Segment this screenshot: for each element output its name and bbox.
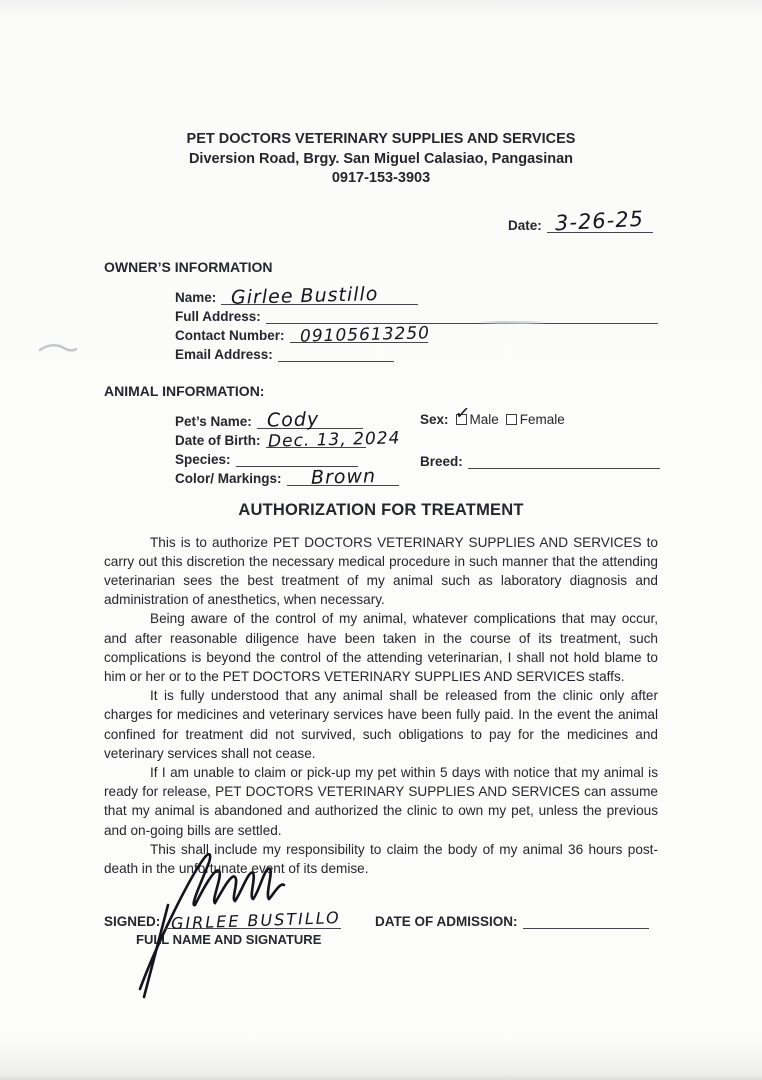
date-of-birth-value-handwritten: Dec. 13, 2024 (267, 427, 401, 452)
owner-contact-label: Contact Number: (175, 327, 285, 343)
date-underline (547, 206, 653, 235)
pet-name-field (175, 407, 658, 432)
breed-label: Breed: (420, 453, 463, 469)
signature-caption: FULL NAME AND SIGNATURE (136, 932, 322, 948)
owner-name-label: Name: (175, 289, 217, 305)
signed-underline (165, 908, 342, 934)
owner-address-label: Full Address: (175, 308, 261, 324)
breed-field (420, 450, 660, 469)
admission-date-label: DATE OF ADMISSION: (375, 914, 518, 930)
scan-artifact-smudge (38, 341, 78, 355)
owner-section-title: OWNER’S INFORMATION (104, 258, 273, 275)
authorization-paragraph: Being aware of the control of my animal, whatever complications that may occur, and after reasonable diligence have been taken in the course of its treatment, such complications is beyond the control of the attending veterinarian, I shall not hold blame to him or her or to the PET DOCTORS VETERINARY SUPPLIES AND SERVICES staffs. (104, 611, 658, 684)
male-checkmark: ✓ (453, 402, 471, 425)
sex-field (420, 402, 565, 427)
clinic-name: PET DOCTORS VETERINARY SUPPLIES AND SERVICES (186, 131, 576, 147)
owner-name-field (175, 282, 658, 309)
male-checkbox (453, 402, 471, 425)
date-value-handwritten: 3-26-25 (554, 206, 645, 235)
owner-contact-underline (290, 322, 430, 347)
date-label: Date: (508, 217, 542, 233)
color-markings-field (175, 464, 658, 489)
species-label: Species: (175, 451, 231, 467)
male-label: Male (469, 411, 499, 427)
color-markings-value-handwritten: Brown (310, 464, 376, 489)
owner-email-underline (278, 345, 394, 362)
date-field-row (0, 206, 762, 238)
color-markings-underline (287, 464, 399, 489)
owner-contact-field (175, 322, 658, 347)
owner-address-field (175, 305, 658, 324)
breed-underline (468, 452, 660, 469)
owner-fields (175, 282, 658, 362)
animal-section-title: ANIMAL INFORMATION: (104, 382, 265, 399)
signature-area (104, 909, 658, 947)
female-checkbox (506, 414, 517, 425)
authorization-paragraph: If I am unable to claim or pick-up my pet within 5 days with notice that my animal is ready for release, PET DOCTORS VETERINARY SUPPLIES AND SERVICES can assume that my animal is abandoned and authorized the clinic to own my pet, unless the previous and on-going bills are settled. (104, 764, 658, 838)
owner-contact-value-handwritten: 09105613250 (299, 322, 430, 347)
authorization-paragraph: This is to authorize PET DOCTORS VETERINARY SUPPLIES AND SERVICES to carry out this discretion the necessary medical procedure in such manner that the attending veterinarian sees the best treatment of my animal such as laboratory diagnosis and administration of anesthetics, when necessary. (104, 534, 658, 608)
pet-name-label: Pet’s Name: (175, 413, 252, 429)
owner-email-field (175, 343, 658, 362)
form-header (0, 0, 762, 189)
admission-date-field (375, 909, 649, 929)
date-of-birth-underline (266, 427, 401, 452)
signed-label: SIGNED: (104, 914, 161, 930)
animal-fields (175, 402, 658, 489)
authorization-title: AUTHORIZATION FOR TREATMENT (238, 500, 524, 519)
admission-date-underline (523, 912, 649, 929)
authorization-paragraph: This shall include my responsibility to claim the body of my animal 36 hours post-death in the unfortunate event of its demise. (104, 841, 658, 876)
authorization-paragraph: It is fully understood that any animal shall be released from the clinic only after charges for medicines and veterinary services have been fully paid. In the event the animal confined for treatment did not survived, such obligations to pay for the medicines and veterinary services shall not cease. (104, 688, 658, 761)
clinic-address: Diversion Road, Brgy. San Miguel Calasiao, Pangasinan (188, 150, 574, 167)
color-markings-label: Color/ Markings: (175, 470, 282, 486)
sex-label: Sex: (420, 411, 449, 427)
owner-name-value-handwritten: Girlee Bustillo (231, 282, 379, 309)
signed-name-handwritten: GIRLEE BUSTILLO (170, 908, 342, 934)
date-of-birth-label: Date of Birth: (175, 432, 261, 448)
pet-name-value-handwritten: Cody (266, 407, 320, 432)
pet-name-underline (257, 407, 363, 432)
owner-name-underline (221, 282, 418, 309)
owner-email-label: Email Address: (175, 346, 273, 362)
species-underline (236, 450, 358, 467)
clinic-phone: 0917-153-3903 (331, 170, 431, 186)
female-label: Female (519, 411, 565, 427)
date-of-birth-field (175, 427, 658, 452)
owner-address-underline (266, 307, 658, 324)
